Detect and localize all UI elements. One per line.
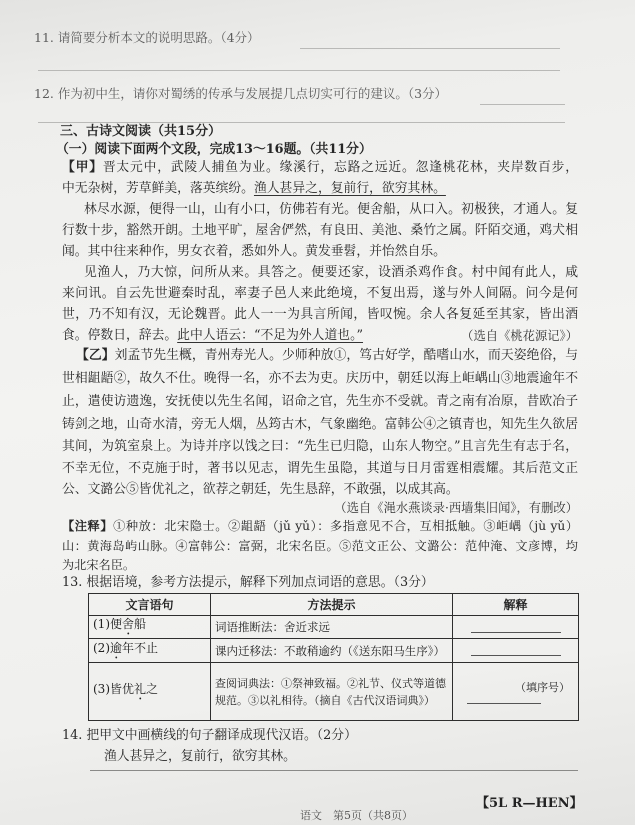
hint-cell: 词语推断法：舍近求远	[211, 616, 453, 639]
passage-yi-source: （选自《渑水燕谈录·西墙集旧闻》，有删改）	[334, 501, 578, 515]
question-12: 12. 作为初中生，请你对蜀绣的传承与发展提几点切实可行的建议。（3分）	[34, 86, 448, 101]
sentence-cell	[89, 639, 211, 663]
hint-cell: 查阅词典法：①祭神致福。②礼节、仪式等道德规范。③以礼相待。（摘自《古代汉语词典》）	[211, 663, 453, 721]
passage-yi-line: 铸剑之地，山奇水清，旁无人烟，丛筠古木，气象幽绝。富韩公④之镇青也，知先生久欲居	[62, 417, 578, 432]
passage-jia-text: 晋太元中，武陵人捕鱼为业。缘溪行，忘路之远近。忽逢桃花林，夹岸数百步，	[102, 160, 579, 175]
passage-yi-label: 【乙】	[76, 348, 115, 363]
sentence-cell	[89, 663, 211, 721]
answer-line	[90, 770, 578, 771]
sentence-text: (2)	[93, 640, 110, 655]
passage-jia-text: 中无杂树，芳草鲜美，落英缤纷。	[62, 181, 254, 196]
vocab-table	[88, 593, 579, 721]
passage-jia-label: 【甲】	[62, 160, 103, 175]
answer-line	[38, 70, 560, 71]
hint-cell: 课内迁移法：不敢稍逾约（《送东阳马生序》）	[211, 639, 453, 663]
table-row	[89, 663, 579, 721]
sentence-to-translate: 渔人甚异之，复前行，欲穷其林。	[104, 749, 296, 764]
answer-line	[38, 122, 565, 123]
part-instruction: （一）阅读下面两个文段，完成13～16题。（共11分）	[56, 142, 372, 157]
sentence-text: 船	[134, 617, 147, 631]
answer-line	[480, 104, 565, 105]
col-header-answer: 解释	[453, 594, 579, 616]
underlined-sentence: 渔人甚异之，复前行，欲穷其林。	[253, 181, 446, 196]
table-row	[89, 639, 579, 663]
answer-cell	[453, 639, 579, 663]
table-row	[89, 616, 579, 639]
passage-jia-line: 来问讯。自云先世避秦时乱，率妻子邑人来此绝境，不复出焉，遂与外人间隔。问今是何	[62, 286, 578, 301]
fill-number-hint: （填序号）	[515, 680, 570, 694]
answer-blank	[471, 645, 561, 656]
underlined-sentence: 此中人语云：“不足为外人道也。”	[177, 328, 364, 343]
sentence-text: (3)皆优	[93, 681, 134, 696]
passage-jia-line: 林尽水源，便得一山，山有小口，仿佛若有光。便舍船，从口入。初极狭，才通人。复	[84, 202, 578, 217]
answer-line	[300, 48, 560, 49]
passage-jia-line	[62, 181, 578, 197]
passage-yi-line: 止，遣使访遗逸，安抚使以先生名闻，诏命之官，先生亦不受就。青之南有冶原，昔欧冶子	[62, 394, 578, 409]
answer-blank	[471, 622, 561, 633]
answer-blank	[467, 697, 541, 704]
notes-line: 山：黄海岛屿山脉。④富韩公：富弼，北宋名臣。⑤范文正公、文潞公：范仲淹、文彦博，均	[62, 539, 578, 553]
dotted-word: 礼	[134, 681, 147, 696]
passage-yi-line: 世相龃龉②，故久不仕。晚得一名，亦不去为吏。庆历中，朝廷以海上岠嵎山③地震逾年不	[62, 371, 578, 386]
sentence-text: (1)便	[93, 617, 122, 631]
sentence-cell	[89, 616, 211, 639]
passage-jia-line: 见渔人，乃大惊，问所从来。具答之。便要还家，设酒杀鸡作食。村中闻有此人，咸	[84, 265, 578, 280]
col-header-hint: 方法提示	[211, 594, 453, 616]
notes-line	[62, 518, 578, 534]
page-number: 语文 第5页（共8页）	[300, 809, 413, 822]
passage-yi-text: 刘孟节先生概，青州寿光人。少师种放①，笃古好学，酷嗜山水，而天姿绝俗，与	[114, 348, 579, 363]
passage-jia-line: 行数十步，豁然开朗。土地平旷，屋舍俨然，有良田、美池、桑竹之属。阡陌交通，鸡犬相	[62, 223, 578, 238]
passage-jia-line: 闻。其中往来种作，男女衣着，悉如外人。黄发垂髫，并怡然自乐。	[62, 244, 446, 259]
passage-jia-text: 食。停数日，辞去。	[62, 328, 178, 343]
answer-cell	[453, 663, 579, 721]
notes-line: 为北宋名臣。	[62, 558, 136, 572]
table-header-row	[89, 594, 579, 616]
passage-jia-source: （选自《桃花源记》）	[461, 329, 578, 343]
answer-cell	[453, 616, 579, 639]
dotted-word: 逾	[110, 640, 123, 655]
notes-label: 【注释】	[62, 519, 114, 533]
passage-jia-line	[62, 160, 578, 176]
col-header-sentence: 文言语句	[89, 594, 211, 616]
passage-yi-line: 不幸无位，不克施于时，著书以见志，谓先生虽隐，其道与日月雷霆相震耀。其后范文正	[62, 461, 578, 476]
passage-yi-line: 公、文潞公⑤皆优礼之，欲荐之朝廷，先生恳辞，不敢强，以成其高。	[62, 482, 459, 497]
question-13: 13. 根据语境，参考方法提示，解释下列加点词语的意思。（3分）	[62, 575, 434, 590]
sentence-text: 年不止	[122, 640, 159, 655]
dotted-word: 舍	[122, 617, 135, 631]
question-11: 11. 请简要分析本文的说明思路。（4分）	[34, 30, 260, 45]
passage-yi-line: 其间，为筑室泉上。为诗并序以饯之曰：“先生已归隐，山东人物空。”且言先生有志于名，	[62, 439, 578, 454]
notes-text: ①种放：北宋隐士。②龃龉（jǔ yǔ）：多指意见不合，互相抵触。③岠嵎（jù yǔ）	[113, 519, 579, 533]
passage-jia-line: 世，乃不知有汉，无论魏晋。此人一一为具言所闻，皆叹惋。余人各复延至其家，皆出酒	[62, 307, 578, 322]
question-14: 14. 把甲文中画横线的句子翻译成现代汉语。（2分）	[62, 728, 357, 743]
exam-code: 【5L R—HEN】	[476, 796, 583, 811]
section-title: 三、古诗文阅读（共15分）	[60, 124, 222, 139]
sentence-text: 之	[146, 681, 159, 696]
passage-yi-line	[76, 348, 578, 364]
